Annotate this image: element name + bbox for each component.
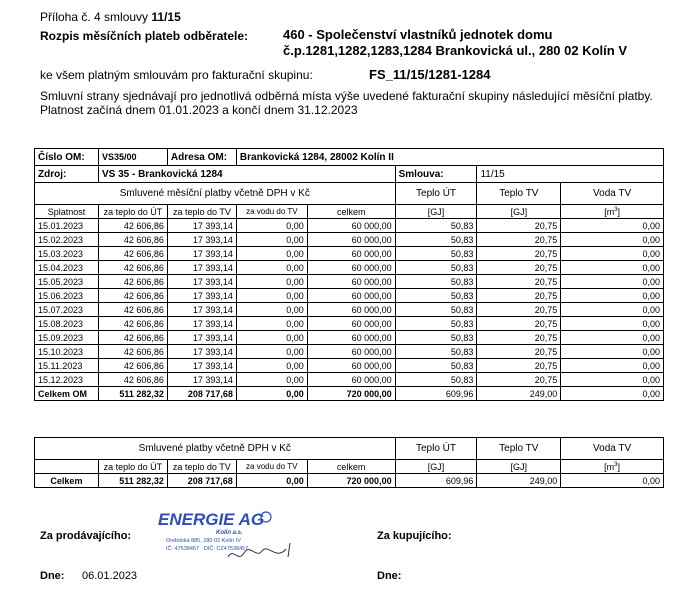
- table-cell: 42 606,86: [98, 345, 167, 359]
- table-cell: 0,00: [236, 373, 307, 387]
- table-row: [35, 247, 664, 261]
- table-cell: 50,83: [395, 359, 477, 373]
- table-cell: 60 000,00: [307, 233, 395, 247]
- table-cell: 42 606,86: [98, 373, 167, 387]
- date-value-seller: 06.01.2023: [82, 570, 138, 582]
- payment-table: [34, 148, 664, 401]
- table-cell: 20,75: [477, 303, 561, 317]
- table-row: [35, 261, 664, 275]
- table-cell: 17 393,14: [167, 373, 236, 387]
- table-cell: 60 000,00: [307, 303, 395, 317]
- unit-m3: $[m^3]$: [561, 205, 664, 219]
- teplo-tv-header: Teplo TV: [477, 183, 561, 205]
- voda-tv-header: Voda TV: [561, 183, 664, 205]
- note-line1: Smluvní strany sjednávají pro jednotlivá odběrná místa výše uvedené fakturační skupiny následující měsíční platby.: [40, 89, 653, 103]
- summary-voda-tv: Voda TV: [561, 438, 664, 460]
- table-cell: 50,83: [395, 275, 477, 289]
- summary-table: [34, 437, 664, 488]
- table-cell: 15.11.2023: [35, 359, 99, 373]
- table-cell: 17 393,14: [167, 247, 236, 261]
- group-header: Smluvené měsíční platby včetně DPH v Kč: [35, 183, 396, 205]
- table-cell: 15.05.2023: [35, 275, 99, 289]
- table-cell: 50,83: [395, 261, 477, 275]
- table-row: [35, 317, 664, 331]
- table-cell: 15.07.2023: [35, 303, 99, 317]
- table-cell: 60 000,00: [307, 359, 395, 373]
- table-row: [35, 373, 664, 387]
- table-cell: 17 393,14: [167, 289, 236, 303]
- table-cell: 50,83: [395, 247, 477, 261]
- table-row: [35, 289, 664, 303]
- table-cell: 20,75: [477, 233, 561, 247]
- table-cell: 0,00: [561, 331, 664, 345]
- seller-label: Za prodávajícího:: [40, 530, 132, 542]
- table-cell: 20,75: [477, 219, 561, 233]
- summary-group-header: Smluvené platby včetně DPH v Kč: [35, 438, 396, 460]
- table-cell: 0,00: [236, 303, 307, 317]
- total-row: Celkem OM 511 282,32 208 717,68 0,00 720 000,00 609,96 249,00 0,00: [35, 387, 664, 401]
- table-cell: 60 000,00: [307, 345, 395, 359]
- summary-group-row: [35, 438, 664, 460]
- table-cell: 20,75: [477, 359, 561, 373]
- table-cell: 15.08.2023: [35, 317, 99, 331]
- table-cell: 15.06.2023: [35, 289, 99, 303]
- table-cell: 0,00: [236, 345, 307, 359]
- stamp-ids: IČ: 47538457 · DIČ: CZ47538457: [166, 546, 249, 552]
- table-cell: 20,75: [477, 289, 561, 303]
- group-label: ke všem platným smlouvám pro fakturační skupinu:: [40, 68, 313, 82]
- table-cell: 15.03.2023: [35, 247, 99, 261]
- table-cell: 0,00: [561, 289, 664, 303]
- table-cell: 50,83: [395, 289, 477, 303]
- column-header-row: [35, 205, 664, 219]
- adresa-value: Brankovická 1284, 28002 Kolín II: [236, 149, 663, 166]
- table-cell: 60 000,00: [307, 261, 395, 275]
- col-tv: za teplo do TV: [167, 205, 236, 219]
- table-cell: 15.10.2023: [35, 345, 99, 359]
- table-cell: 60 000,00: [307, 317, 395, 331]
- table-cell: 50,83: [395, 317, 477, 331]
- summary-teplo-ut: Teplo ÚT: [395, 438, 477, 460]
- table-cell: 17 393,14: [167, 261, 236, 275]
- table-cell: 42 606,86: [98, 359, 167, 373]
- summary-teplo-tv: Teplo TV: [477, 438, 561, 460]
- cislo-om-value: VS35/00: [98, 149, 167, 166]
- table-cell: 0,00: [561, 219, 664, 233]
- table-cell: 60 000,00: [307, 331, 395, 345]
- table-cell: 50,83: [395, 303, 477, 317]
- table-row: [35, 303, 664, 317]
- table-cell: 20,75: [477, 331, 561, 345]
- table-cell: 50,83: [395, 331, 477, 345]
- table-cell: 42 606,86: [98, 303, 167, 317]
- table-cell: 0,00: [236, 289, 307, 303]
- table-cell: 42 606,86: [98, 317, 167, 331]
- table-cell: 42 606,86: [98, 289, 167, 303]
- table-cell: 17 393,14: [167, 331, 236, 345]
- table-cell: 17 393,14: [167, 219, 236, 233]
- table-cell: 0,00: [236, 233, 307, 247]
- summary-total-row: Celkem 511 282,32 208 717,68 0,00 720 000,00 609,96 249,00 0,00: [35, 474, 664, 488]
- table-cell: 20,75: [477, 261, 561, 275]
- table-cell: 20,75: [477, 247, 561, 261]
- zdroj-row: [35, 166, 664, 183]
- attachment-number: 11/15: [151, 10, 181, 24]
- table-cell: 15.12.2023: [35, 373, 99, 387]
- table-cell: 0,00: [236, 261, 307, 275]
- table-cell: 60 000,00: [307, 373, 395, 387]
- stamp-addr: Orebitská 885, 280 02 Kolín IV: [166, 538, 241, 544]
- table-cell: 42 606,86: [98, 261, 167, 275]
- table-cell: 15.09.2023: [35, 331, 99, 345]
- buyer-label: Za kupujícího:: [377, 530, 452, 542]
- table-cell: 0,00: [561, 261, 664, 275]
- table-row: [35, 331, 664, 345]
- summary-col-row: za teplo do ÚT za teplo do TV za vodu do TV celkem [GJ] [GJ] $[m^3]$: [35, 460, 664, 474]
- table-cell: 0,00: [561, 373, 664, 387]
- date-label-buyer: Dne:: [377, 570, 402, 582]
- table-cell: 17 393,14: [167, 233, 236, 247]
- table-cell: 0,00: [236, 331, 307, 345]
- table-cell: 0,00: [236, 247, 307, 261]
- table-cell: 0,00: [561, 275, 664, 289]
- table-cell: 17 393,14: [167, 345, 236, 359]
- table-cell: 0,00: [561, 247, 664, 261]
- table-cell: 42 606,86: [98, 219, 167, 233]
- customer-line2: č.p.1281,1282,1283,1284 Brankovická ul., 280 02 Kolín V: [283, 43, 627, 58]
- table-cell: 20,75: [477, 275, 561, 289]
- col-celkem: celkem: [307, 205, 395, 219]
- zdroj-label: Zdroj:: [35, 166, 99, 183]
- om-row: [35, 149, 664, 166]
- table-cell: 42 606,86: [98, 331, 167, 345]
- stamp-graphic: [158, 507, 298, 567]
- col-ut: za teplo do ÚT: [98, 205, 167, 219]
- note-line2: Platnost začíná dnem 01.01.2023 a končí dnem 31.12.2023: [40, 103, 358, 117]
- rozpis-label: Rozpis měsíčních plateb odběratele:: [40, 29, 249, 43]
- table-cell: 0,00: [561, 303, 664, 317]
- stamp-sub: Kolín a.s.: [216, 530, 243, 536]
- date-label-seller: Dne:: [40, 570, 65, 582]
- company-stamp: [158, 507, 298, 567]
- table-cell: 60 000,00: [307, 289, 395, 303]
- table-row: [35, 233, 664, 247]
- table-cell: 17 393,14: [167, 359, 236, 373]
- smlouva-label: Smlouva:: [395, 166, 477, 183]
- table-cell: 60 000,00: [307, 275, 395, 289]
- table-cell: 0,00: [236, 359, 307, 373]
- table-cell: 60 000,00: [307, 247, 395, 261]
- table-cell: 15.02.2023: [35, 233, 99, 247]
- table-cell: 15.04.2023: [35, 261, 99, 275]
- zdroj-value: VS 35 - Brankovická 1284: [98, 166, 395, 183]
- table-cell: 50,83: [395, 373, 477, 387]
- table-cell: 50,83: [395, 219, 477, 233]
- unit-gj-ut: [GJ]: [395, 205, 477, 219]
- table-cell: 0,00: [561, 233, 664, 247]
- table-cell: 0,00: [236, 275, 307, 289]
- teplo-ut-header: Teplo ÚT: [395, 183, 477, 205]
- table-cell: 15.01.2023: [35, 219, 99, 233]
- cislo-om-label: Číslo OM:: [35, 149, 99, 166]
- col-splatnost: Splatnost: [35, 205, 99, 219]
- attachment-title: Příloha č. 4 smlouvy 11/15: [40, 10, 181, 24]
- table-row: [35, 345, 664, 359]
- table-cell: 60 000,00: [307, 219, 395, 233]
- table-cell: 0,00: [561, 359, 664, 373]
- group-value: FS_11/15/1281-1284: [369, 67, 491, 82]
- group-header-row: [35, 183, 664, 205]
- table-cell: 0,00: [561, 345, 664, 359]
- table-cell: 20,75: [477, 345, 561, 359]
- table-cell: 42 606,86: [98, 247, 167, 261]
- table-cell: 20,75: [477, 317, 561, 331]
- col-voda: za vodu do TV: [236, 205, 307, 219]
- table-row: [35, 219, 664, 233]
- smlouva-value: 11/15: [477, 166, 664, 183]
- adresa-label: Adresa OM:: [167, 149, 236, 166]
- table-cell: 0,00: [236, 219, 307, 233]
- table-row: [35, 359, 664, 373]
- table-cell: 42 606,86: [98, 233, 167, 247]
- table-cell: 50,83: [395, 233, 477, 247]
- table-cell: 17 393,14: [167, 303, 236, 317]
- customer-line1: 460 - Společenství vlastníků jednotek domu: [283, 27, 553, 42]
- table-cell: 0,00: [236, 317, 307, 331]
- stamp-logo: ENERGIE AG: [158, 510, 265, 529]
- table-cell: 50,83: [395, 345, 477, 359]
- table-row: [35, 275, 664, 289]
- table-cell: 17 393,14: [167, 317, 236, 331]
- unit-gj-tv: [GJ]: [477, 205, 561, 219]
- table-cell: 42 606,86: [98, 275, 167, 289]
- table-cell: 20,75: [477, 373, 561, 387]
- table-cell: 0,00: [561, 317, 664, 331]
- table-cell: 17 393,14: [167, 275, 236, 289]
